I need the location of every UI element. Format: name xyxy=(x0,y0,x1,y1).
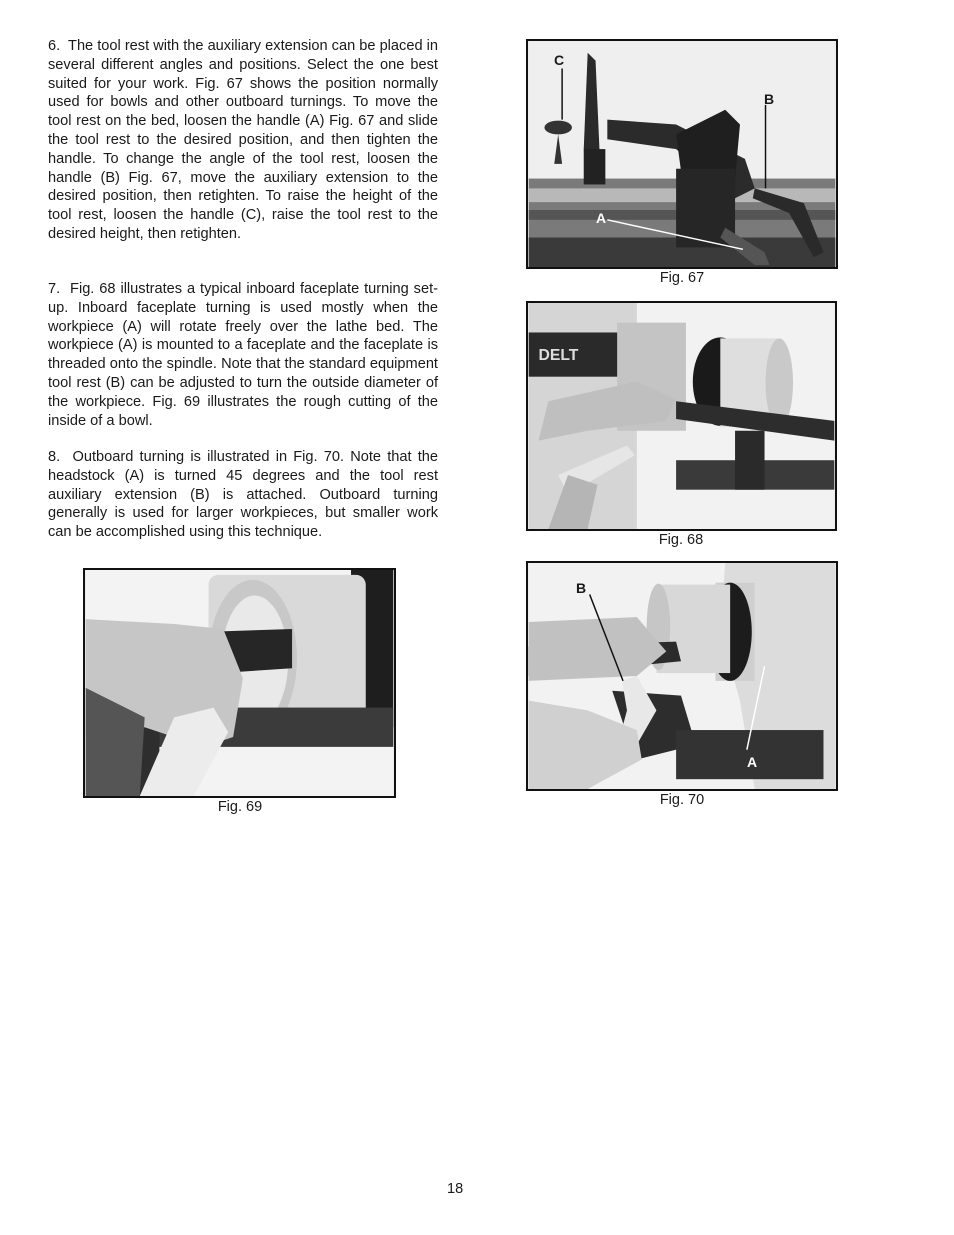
caption-fig69: Fig. 69 xyxy=(217,799,263,815)
paragraph-7 xyxy=(48,280,438,430)
paragraph-text: Outboard turning is illustrated in Fig. 70. Note that the headstock (A) is turned 45 degrees and the tool rest auxiliary extension (B) is attached. Outboard turning generally is used for larger workpieces, but smaller work can be accomplished using this technique. xyxy=(48,449,439,541)
callout-b-fig67: B xyxy=(764,91,775,107)
paragraph-number: 8. xyxy=(48,449,61,465)
figure-69-photo xyxy=(83,568,396,798)
figure-70-photo xyxy=(526,561,838,791)
bowl-rough-cutting-illustration xyxy=(85,570,394,796)
callout-b-fig70: B xyxy=(576,580,587,596)
caption-fig68: Fig. 68 xyxy=(658,532,704,548)
figure-67-photo xyxy=(526,39,838,269)
inboard-faceplate-illustration xyxy=(528,303,835,529)
paragraph-8 xyxy=(48,448,438,542)
figure-68-photo xyxy=(526,301,837,531)
machine-brand-text: DELT xyxy=(538,346,579,364)
caption-fig67: Fig. 67 xyxy=(659,270,705,286)
paragraph-6 xyxy=(48,37,438,244)
callout-a-fig67: A xyxy=(596,210,607,226)
paragraph-text: The tool rest with the auxiliary extension can be placed in several different angles and positions. Select the one best suited for your work. Fig. 67 shows the position normally used for bowls and other outboard turnings. To move the tool rest on the bed, loosen the handle (A) Fig. 67 and slide the tool rest to the desired position, and then tighten the handle. To change the angle of the tool rest, loosen the handle (B) Fig. 67, move the auxiliary extension to the desired position, then retighten. To raise the height of the tool rest, loosen the handle (C), raise the tool rest to the desired height, then retighten. xyxy=(48,38,438,242)
paragraph-number: 7. xyxy=(48,281,61,297)
tool-rest-illustration xyxy=(528,41,836,267)
paragraph-number: 6. xyxy=(48,38,61,54)
outboard-turning-illustration xyxy=(528,563,836,789)
callout-a-fig70: A xyxy=(747,754,758,770)
paragraph-text: Fig. 68 illustrates a typical inboard faceplate turning set-up. Inboard faceplate turning is used mostly when the workpiece (A) will rotate freely over the lathe bed. The workpiece (A) is mounted to a faceplate and the faceplate is threaded onto the spindle. Note that the standard equipment tool rest (B) can be adjusted to turn the outside diameter of the workpiece. Fig. 69 illustrates the rough cutting of the inside of a bowl. xyxy=(48,281,439,429)
caption-fig70: Fig. 70 xyxy=(659,792,705,808)
callout-c-fig67: C xyxy=(554,52,565,68)
page-number: 18 xyxy=(447,1181,464,1197)
